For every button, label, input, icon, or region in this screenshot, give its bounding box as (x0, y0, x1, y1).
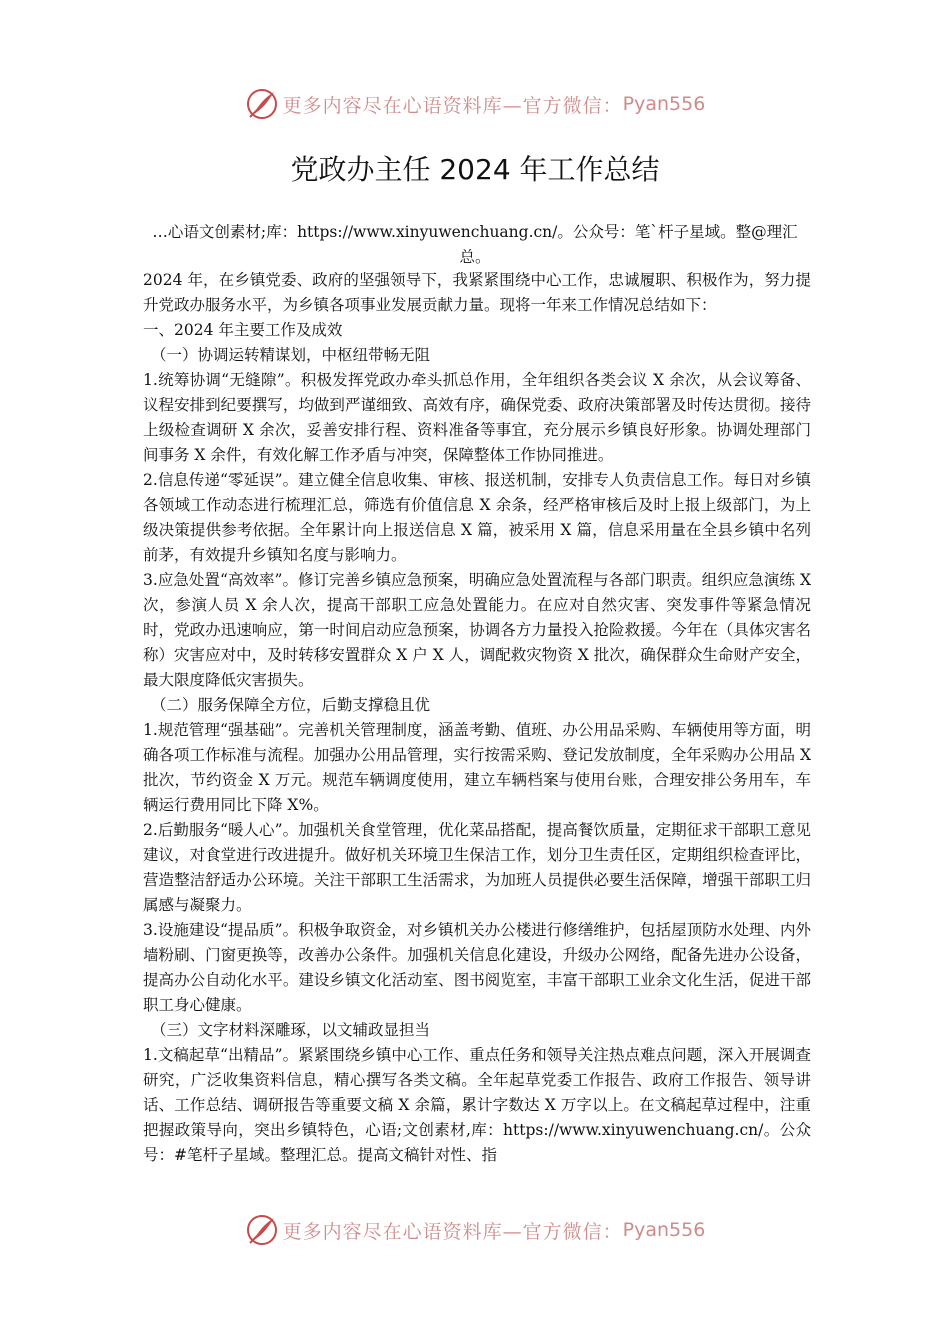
document-body (143, 268, 811, 1168)
banner-contact: Pyan556 (622, 93, 706, 115)
banner-text: 更多内容尽在心语资料库—官方微信： (282, 1220, 623, 1243)
paragraph: 3.应急处置“高效率”。修订完善乡镇应急预案，明确应急处置流程与各部门职责。组织应急演练 X 次，参演人员 X 余人次，提高干部职工应急处置能力。在应对自然灾害、突发事件等紧急情况时，党政办迅速响应，第一时间启动应急预案，协调各方力量投入抢险救援。今年在（具体灾害名称）灾害应对中，及时转移安置群众 X 户 X 人，调配救灾物资 X 批次，确保群众生命财产安全，最大限度降低灾害损失。 (143, 571, 811, 689)
banner-contact: Pyan556 (622, 1219, 706, 1241)
paragraph: 1.统筹协调“无缝隙”。积极发挥党政办牵头抓总作用，全年组织各类会议 X 余次，从会议筹备、议程安排到纪要撰写，均做到严谨细致、高效有序，确保党委、政府决策部署及时传达贯彻。接待上级检查调研 X 余次，妥善安排行程、资料准备等事宜，充分展示乡镇良好形象。协调处理部门间事务 X 余件，有效化解工作矛盾与冲突，保障整体工作协同推进。 (143, 371, 811, 464)
subsection-heading: （三）文字材料深雕琢，以文辅政显担当 (151, 1021, 431, 1039)
subsection-heading: （二）服务保障全方位，后勤支撑稳且优 (151, 696, 431, 714)
source-note: …心语文创素材;库：https://www.xinyuwenchuang.cn/。公众号：笔`杆子星域。整@理汇总。 (152, 223, 798, 266)
paragraph: 1.文稿起草“出精品”。紧紧围绕乡镇中心工作、重点任务和领导关注热点难点问题，深入开展调查研究，广泛收集资料信息，精心撰写各类文稿。全年起草党委工作报告、政府工作报告、领导讲话、工作总结、调研报告等重要文稿 X 余篇，累计字数达 X 万字以上。在文稿起草过程中，注重把握政策导向，突出乡镇特色，心语;文创素材,库：https://www.xinyuwenchuang.cn/。公众号：#笔杆子星域。整理汇总。提高文稿针对性、指 (143, 1046, 811, 1164)
footer-banner (0, 1210, 950, 1250)
paragraph: 2.后勤服务“暖人心”。加强机关食堂管理，优化菜品搭配，提高餐饮质量，定期征求干部职工意见建议，对食堂进行改进提升。做好机关环境卫生保洁工作，划分卫生责任区，定期组织检查评比，营造整洁舒适办公环境。关注干部职工生活需求，为加班人员提供必要生活保障，增强干部职工归属感与凝聚力。 (143, 821, 811, 914)
document-title: 党政办主任 2024 年工作总结 (290, 153, 660, 186)
section-heading: 一、2024 年主要工作及成效 (143, 321, 343, 339)
paragraph-intro: 2024 年，在乡镇党委、政府的坚强领导下，我紧紧围绕中心工作，忠诚履职、积极作为，努力提升党政办服务水平，为乡镇各项事业发展贡献力量。现将一年来工作情况总结如下： (143, 271, 811, 314)
banner-text: 更多内容尽在心语资料库—官方微信： (282, 94, 623, 117)
paragraph: 1.规范管理“强基础”。完善机关管理制度，涵盖考勤、值班、办公用品采购、车辆使用等方面，明确各项工作标准与流程。加强办公用品管理，实行按需采购、登记发放制度，全年采购办公用品 X 批次，节约资金 X 万元。规范车辆调度使用，建立车辆档案与使用台账，合理安排公务用车，车辆运行费用同比下降 X%。 (143, 721, 811, 814)
subsection-heading: （一）协调运转精谋划，中枢纽带畅无阻 (151, 346, 431, 364)
paragraph: 2.信息传递“零延误”。建立健全信息收集、审核、报送机制，安排专人负责信息工作。每日对乡镇各领域工作动态进行梳理汇总，筛选有价值信息 X 余条，经严格审核后及时上报上级部门，为上级决策提供参考依据。全年累计向上报送信息 X 篇，被采用 X 篇，信息采用量在全县乡镇中名列前茅，有效提升乡镇知名度与影响力。 (143, 471, 811, 564)
header-banner (0, 84, 950, 124)
feather-pen-logo-icon (245, 1213, 279, 1247)
feather-pen-logo-icon (245, 87, 279, 121)
paragraph: 3.设施建设“提品质”。积极争取资金，对乡镇机关办公楼进行修缮维护，包括屋顶防水处理、内外墙粉刷、门窗更换等，改善办公条件。加强机关信息化建设，升级办公网络，配备先进办公设备，提高办公自动化水平。建设乡镇文化活动室、图书阅览室，丰富干部职工业余文化生活，促进干部职工身心健康。 (143, 921, 811, 1014)
